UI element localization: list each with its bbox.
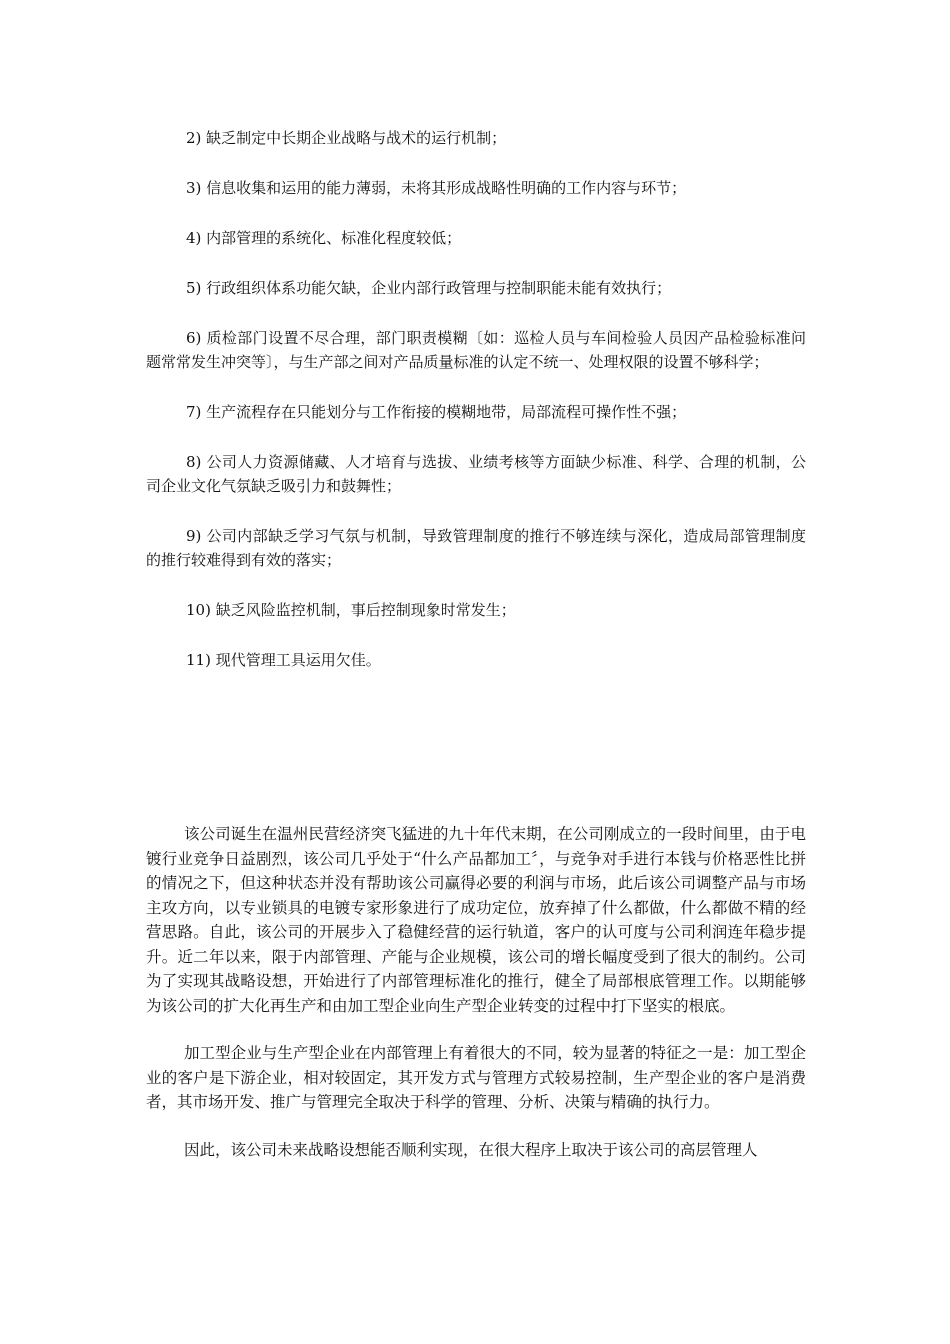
list-item: 8) 公司人力资源储藏、人才培育与选拔、业绩考核等方面缺少标准、科学、合理的机制，公司企业文化气氛缺乏吸引力和鼓舞性； (146, 453, 806, 495)
paragraph: 该公司诞生在温州民营经济突飞猛进的九十年代末期，在公司刚成立的一段时间里，由于电镀行业竞争日益剧烈，该公司几乎处于“什么产品都加工〞，与竞争对手进行本钱与价格恶性比拼的情况之下，但这种状态并没有帮助该公司赢得必要的利润与市场，此后该公司调整产品与市场主攻方向，以专业锁具的电镀专家形象进行了成功定位，放弃掉了什么都做，什么都做不精的经营思路。自此，该公司的开展步入了稳健经营的运行轨道，客户的认可度与公司利润连年稳步提升。近二年以来，限于内部管理、产能与企业规模，该公司的增长幅度受到了很大的制约。公司为了实现其战略设想，开始进行了内部管理标准化的推行，健全了局部根底管理工作。以期能够为该公司的扩大化再生产和由加工型企业向生产型企业转变的过程中打下坚实的根底。 (146, 825, 806, 1015)
paragraph: 因此，该公司未来战略设想能否顺利实现，在很大程序上取决于该公司的高层管理人 (184, 1140, 758, 1159)
list-item: 3) 信息收集和运用的能力薄弱，未将其形成战略性明确的工作内容与环节； (186, 179, 687, 197)
paragraph: 加工型企业与生产型企业在内部管理上有着很大的不同，较为显著的特征之一是：加工型企业的客户是下游企业，相对较固定，其开发方式与管理方式较易控制，生产型企业的客户是消费者，其市场开发、推广与管理完全取决于科学的管理、分析、决策与精确的执行力。 (146, 1044, 806, 1111)
list-item: 7) 生产流程存在只能划分与工作衔接的模糊地带，局部流程可操作性不强； (186, 403, 687, 421)
list-item: 4) 内部管理的系统化、标准化程度较低； (186, 229, 462, 247)
list-item: 5) 行政组织体系功能欠缺，企业内部行政管理与控制职能未能有效执行； (186, 279, 672, 297)
list-item: 2) 缺乏制定中长期企业战略与战术的运行机制； (186, 129, 507, 147)
list-item: 10) 缺乏风险监控机制，事后控制现象时常发生； (186, 601, 516, 619)
list-item: 11) 现代管理工具运用欠佳。 (186, 651, 381, 669)
body-text (146, 822, 806, 1185)
list-item: 9) 公司内部缺乏学习气氛与机制，导致管理制度的推行不够连续与深化，造成局部管理制度的推行较难得到有效的落实； (146, 527, 806, 569)
list-item: 6) 质检部门设置不尽合理，部门职责模糊〔如：巡检人员与车间检验人员因产品检验标准问题常常发生冲突等〕，与生产部之间对产品质量标准的认定不统一、处理权限的设置不够科学； (146, 329, 806, 371)
problem-list (146, 126, 806, 698)
